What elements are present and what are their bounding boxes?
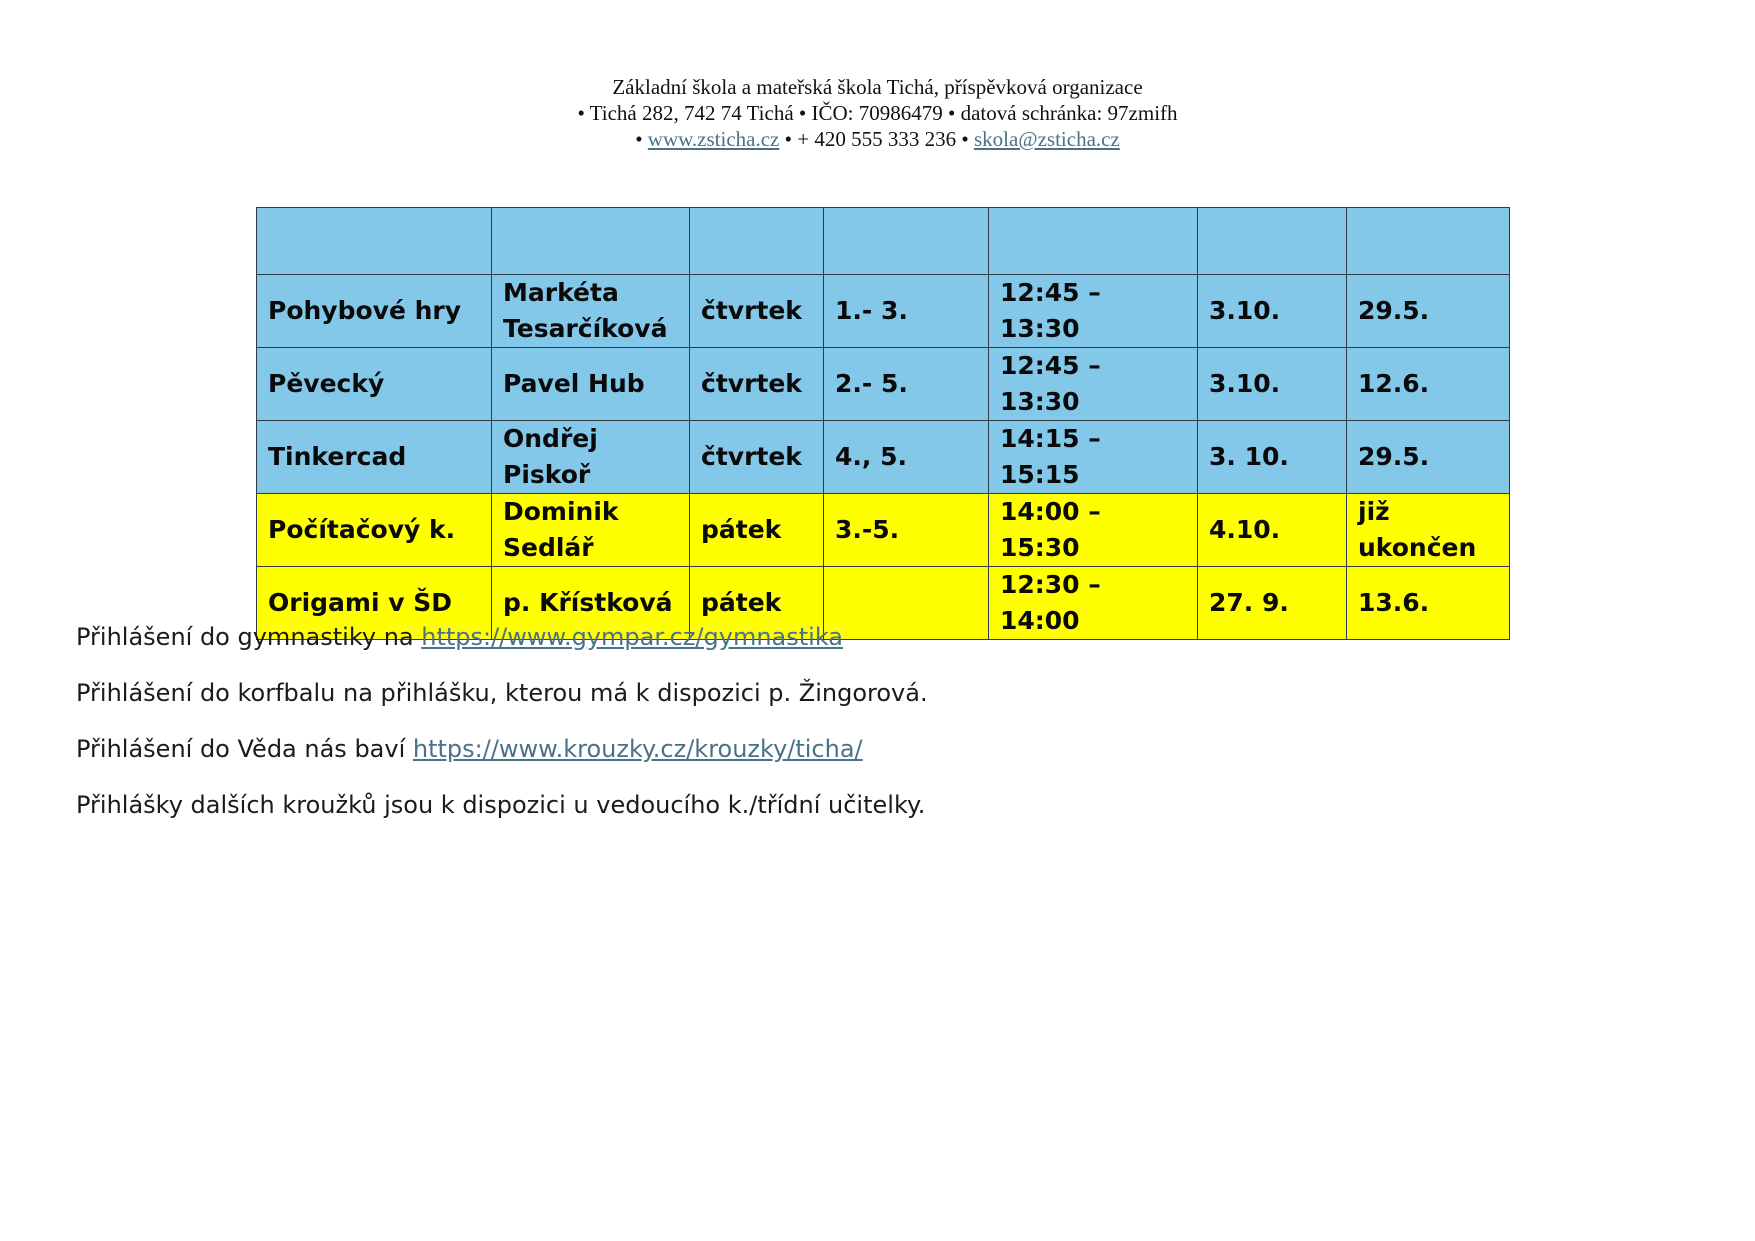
- club-name: Origami v ŠD: [257, 567, 492, 640]
- club-grades: 3.-5.: [824, 494, 989, 567]
- table-row: [257, 494, 1510, 567]
- club-time: 14:00 – 15:30: [989, 494, 1198, 567]
- club-end: 13.6.: [1347, 567, 1510, 640]
- club-leader: Markéta Tesarčíková: [492, 275, 690, 348]
- email-link[interactable]: skola@zsticha.cz: [973, 127, 1120, 151]
- gymnastics-text: Přihlášení do gymnastiky na: [76, 623, 422, 651]
- club-start: 4.10.: [1198, 494, 1347, 567]
- gymnastics-note: [76, 622, 1576, 652]
- club-name: Počítačový k.: [257, 494, 492, 567]
- club-time: 12:30 – 14:00: [989, 567, 1198, 640]
- club-grades: 4., 5.: [824, 421, 989, 494]
- club-name: Tinkercad: [257, 421, 492, 494]
- header-cell: [989, 208, 1198, 275]
- club-end: již ukončen: [1347, 494, 1510, 567]
- website-link[interactable]: www.zsticha.cz: [647, 127, 780, 151]
- club-end: 29.5.: [1347, 421, 1510, 494]
- table-row: [257, 348, 1510, 421]
- club-start: 3.10.: [1198, 348, 1347, 421]
- club-time: 14:15 – 15:15: [989, 421, 1198, 494]
- letterhead: [0, 74, 1755, 152]
- club-end: 29.5.: [1347, 275, 1510, 348]
- club-day: čtvrtek: [690, 275, 824, 348]
- science-note: [76, 734, 1576, 764]
- phone-text: • + 420 555 333 236 •: [779, 127, 974, 151]
- table-row: [257, 421, 1510, 494]
- club-end: 12.6.: [1347, 348, 1510, 421]
- gymnastics-link[interactable]: https://www.gympar.cz/gymnastika: [421, 623, 844, 651]
- club-leader: Dominik Sedlář: [492, 494, 690, 567]
- club-leader: p. Křístková: [492, 567, 690, 640]
- header-cell: [1198, 208, 1347, 275]
- club-start: 3.10.: [1198, 275, 1347, 348]
- clubs-table: [256, 207, 1510, 640]
- club-start: 3. 10.: [1198, 421, 1347, 494]
- header-cell: [257, 208, 492, 275]
- header-cell: [1347, 208, 1510, 275]
- club-grades: 1.- 3.: [824, 275, 989, 348]
- korfbal-note: Přihlášení do korfbalu na přihlášku, kterou má k dispozici p. Žingorová.: [76, 679, 928, 707]
- school-name: Základní škola a mateřská škola Tichá, příspěvková organizace: [612, 75, 1143, 99]
- science-link[interactable]: https://www.krouzky.cz/krouzky/ticha/: [412, 735, 863, 763]
- club-name: Pěvecký: [257, 348, 492, 421]
- club-day: pátek: [690, 567, 824, 640]
- table-row: [257, 275, 1510, 348]
- table-header-row: [257, 208, 1510, 275]
- club-time: 12:45 – 13:30: [989, 275, 1198, 348]
- club-leader: Ondřej Piskoř: [492, 421, 690, 494]
- club-day: čtvrtek: [690, 421, 824, 494]
- header-cell: [824, 208, 989, 275]
- science-text: Přihlášení do Věda nás baví: [76, 735, 413, 763]
- club-time: 12:45 – 13:30: [989, 348, 1198, 421]
- club-day: pátek: [690, 494, 824, 567]
- registration-notes: [76, 622, 1576, 846]
- club-day: čtvrtek: [690, 348, 824, 421]
- club-leader: Pavel Hub: [492, 348, 690, 421]
- club-start: 27. 9.: [1198, 567, 1347, 640]
- club-grades: 2.- 5.: [824, 348, 989, 421]
- header-cell: [492, 208, 690, 275]
- header-cell: [690, 208, 824, 275]
- school-contacts: [0, 126, 1755, 152]
- club-name: Pohybové hry: [257, 275, 492, 348]
- bullet: •: [635, 127, 648, 151]
- other-clubs-note: Přihlášky dalších kroužků jsou k dispozici u vedoucího k./třídní učitelky.: [76, 791, 926, 819]
- school-address: • Tichá 282, 742 74 Tichá • IČO: 70986479 • datová schránka: 97zmifh: [577, 101, 1178, 125]
